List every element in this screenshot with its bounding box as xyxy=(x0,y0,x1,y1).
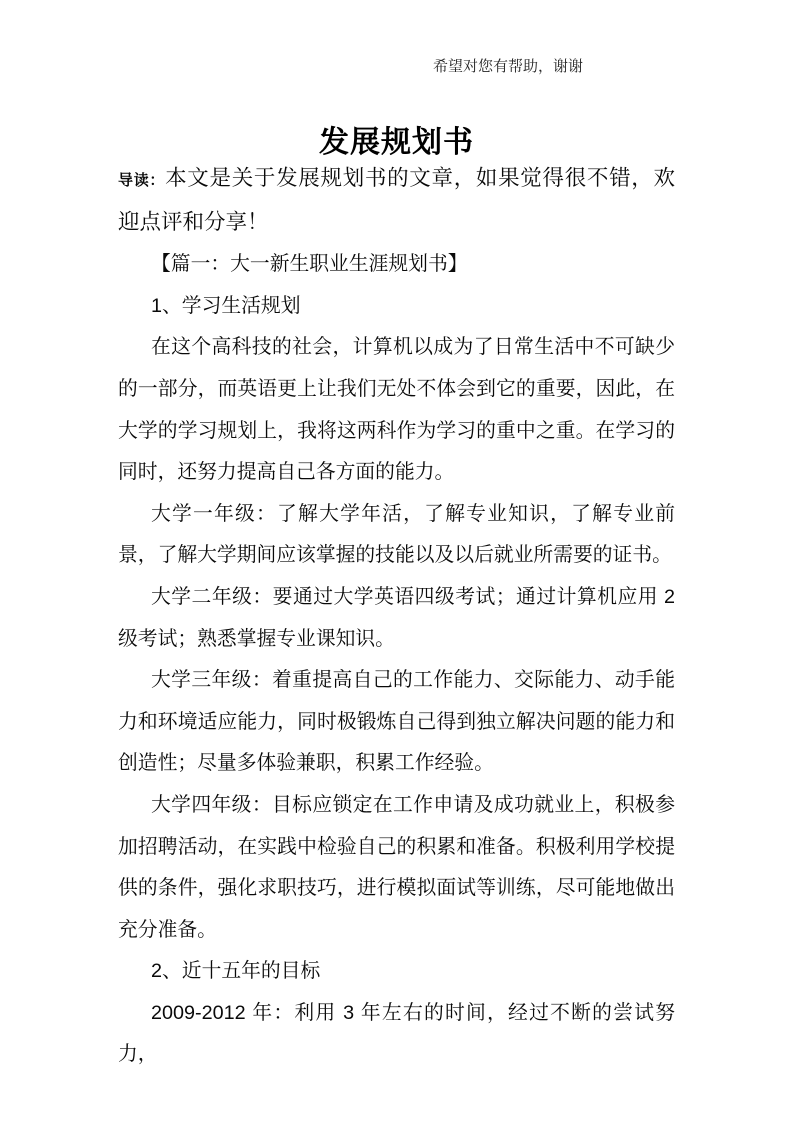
heading-fifteen-year-goals: 2、近十五年的目标 xyxy=(151,960,321,983)
lead-text: 本文是关于发展规划书的文章，如果觉得很不错，欢迎点评和分享！ xyxy=(118,166,675,234)
paragraph-college-year3: 大学三年级：着重提高自己的工作能力、交际能力、动手能力和环境适应能力，同时极锻炼自己得到独立解决问题的能力和创造性；尽量多体验兼职，积累工作经验。 xyxy=(118,669,675,775)
heading-study-plan: 1、学习生活规划 xyxy=(151,294,301,317)
lead-label: 导读： xyxy=(118,172,166,189)
lead-paragraph xyxy=(118,158,675,244)
paragraph-college-year1: 大学一年级：了解大学年活，了解专业知识，了解专业前景，了解大学期间应该掌握的技能以及以后就业所需要的证书。 xyxy=(118,502,675,567)
paragraph-college-year2: 大学二年级：要通过大学英语四级考试；通过计算机应用 2 级考试；熟悉掌握专业课知识。 xyxy=(118,585,675,650)
paragraph-college-year4: 大学四年级：目标应锁定在工作申请及成功就业上，积极参加招聘活动，在实践中检验自己的积累和准备。积极利用学校提供的条件，强化求职技巧，进行模拟面试等训练，尽可能地做出充分准备。 xyxy=(118,793,675,941)
paragraph-2009-2012-goal: 2009-2012 年：利用 3 年左右的时间，经过不断的尝试努力， xyxy=(118,1001,675,1066)
page-header-note: 希望对您有帮助，谢谢 xyxy=(433,58,584,75)
section-title-pian1: 【篇一：大一新生职业生涯规划书】 xyxy=(151,253,468,276)
document-title: 发展规划书 xyxy=(319,126,474,160)
document-body xyxy=(118,158,675,1076)
paragraph-study-overview: 在这个高科技的社会，计算机以成为了日常生活中不可缺少的一部分，而英语更上让我们无处不体会到它的重要，因此，在大学的学习规划上，我将这两科作为学习的重中之重。在学习的同时，还努力提高自己各方面的能力。 xyxy=(118,336,675,484)
